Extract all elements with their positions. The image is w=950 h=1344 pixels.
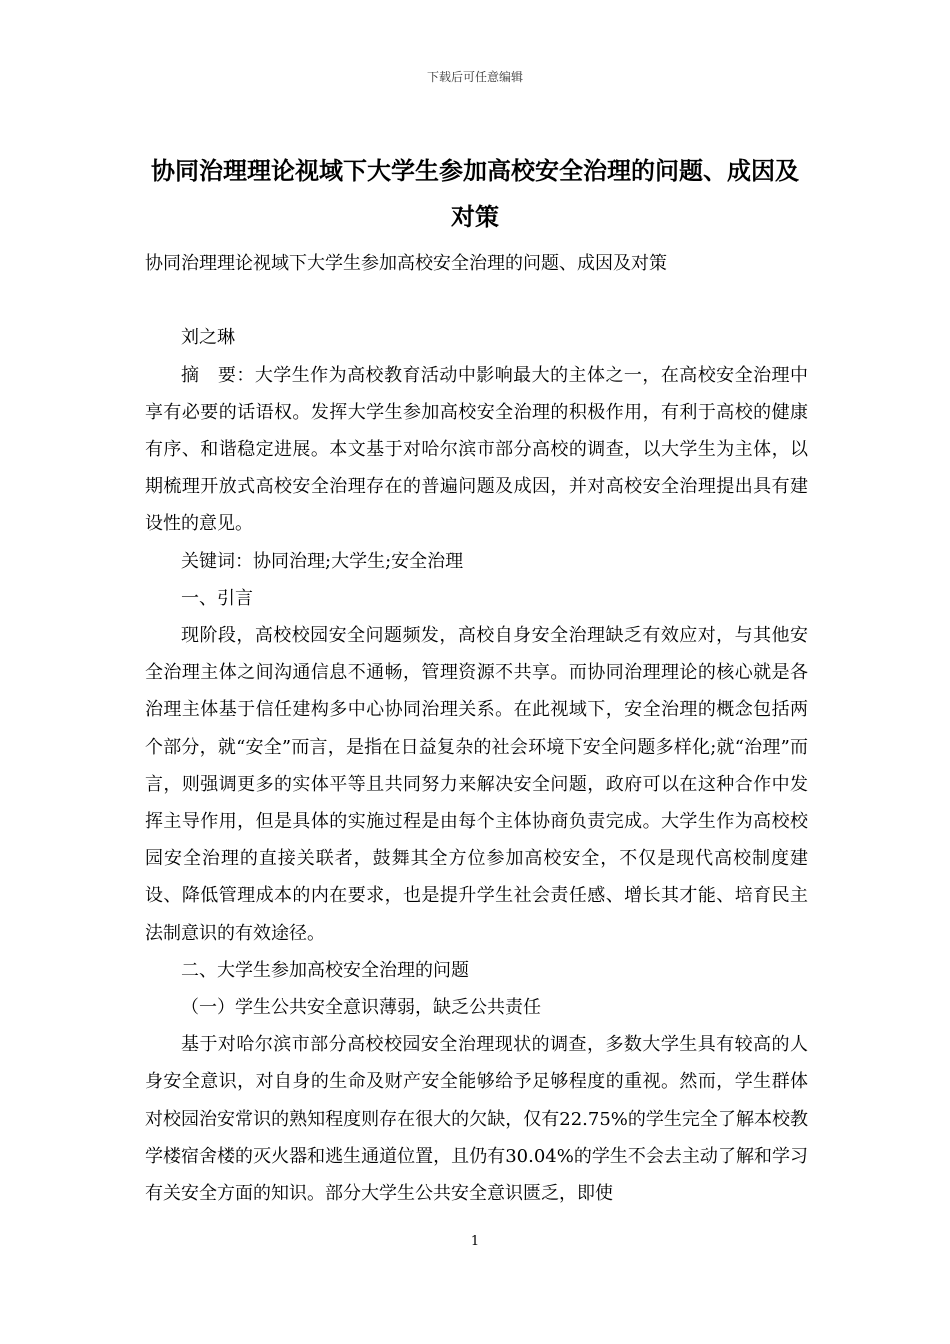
subtitle: 协同治理理论视域下大学生参加高校安全治理的问题、成因及对策: [145, 253, 667, 274]
header-note: 下载后可任意编辑: [426, 70, 523, 84]
document-body: [145, 245, 808, 1212]
author: 刘之琳: [181, 327, 235, 349]
subsection-heading-awareness: （一）学生公共安全意识薄弱，缺乏公共责任: [181, 997, 541, 1019]
page-number: 1: [470, 1234, 480, 1249]
awareness-paragraph: 基于对哈尔滨市部分高校校园安全治理现状的调查，多数大学生具有较高的人身安全意识，对自身的生命及财产安全能够给予足够程度的重视。然而，学生群体对校园治安常识的熟知程度则存在很大的欠缺，仅有22.75%的学生完全了解本校教学楼宿舍楼的灭火器和逃生通道位置，且仍有30.04%的学生不会去主动了解和学习有关安全方面的知识。部分大学生公共安全意识匮乏，即使: [145, 1034, 808, 1205]
introduction-paragraph: 现阶段，高校校园安全问题频发，高校自身安全治理缺乏有效应对，与其他安全治理主体之间沟通信息不通畅，管理资源不共享。而协同治理理论的核心就是各治理主体基于信任建构多中心协同治理关系。在此视域下，安全治理的概念包括两个部分，就“安全”而言，是指在日益复杂的社会环境下安全问题多样化;就“治理”而言，则强调更多的实体平等且共同努力来解决安全问题，政府可以在这种合作中发挥主导作用，但是具体的实施过程是由每个主体协商负责完成。大学生作为高校校园安全治理的直接关联者，鼓舞其全方位参加高校安全，不仅是现代高校制度建设、降低管理成本的内在要求，也是提升学生社会责任感、增长其才能、培育民主法制意识的有效途径。: [145, 625, 808, 944]
document-title: 协同治理理论视域下大学生参加高校安全治理的问题、成因及对策: [151, 157, 799, 231]
keywords-line: 关键词：协同治理;大学生;安全治理: [181, 550, 464, 572]
abstract-paragraph: 摘 要：大学生作为高校教育活动中影响最大的主体之一，在高校安全治理中享有必要的话语权。发挥大学生参加高校安全治理的积极作用，有利于高校的健康有序、和谐稳定进展。本文基于对哈尔滨市部分高校的调查，以大学生为主体，以期梳理开放式高校安全治理存在的普遍问题及成因，并对高校安全治理提出具有建设性的意见。: [145, 364, 808, 535]
section-heading-problems: 二、大学生参加高校安全治理的问题: [181, 959, 469, 981]
section-heading-introduction: 一、引言: [181, 587, 253, 609]
blank-line: [145, 282, 808, 319]
